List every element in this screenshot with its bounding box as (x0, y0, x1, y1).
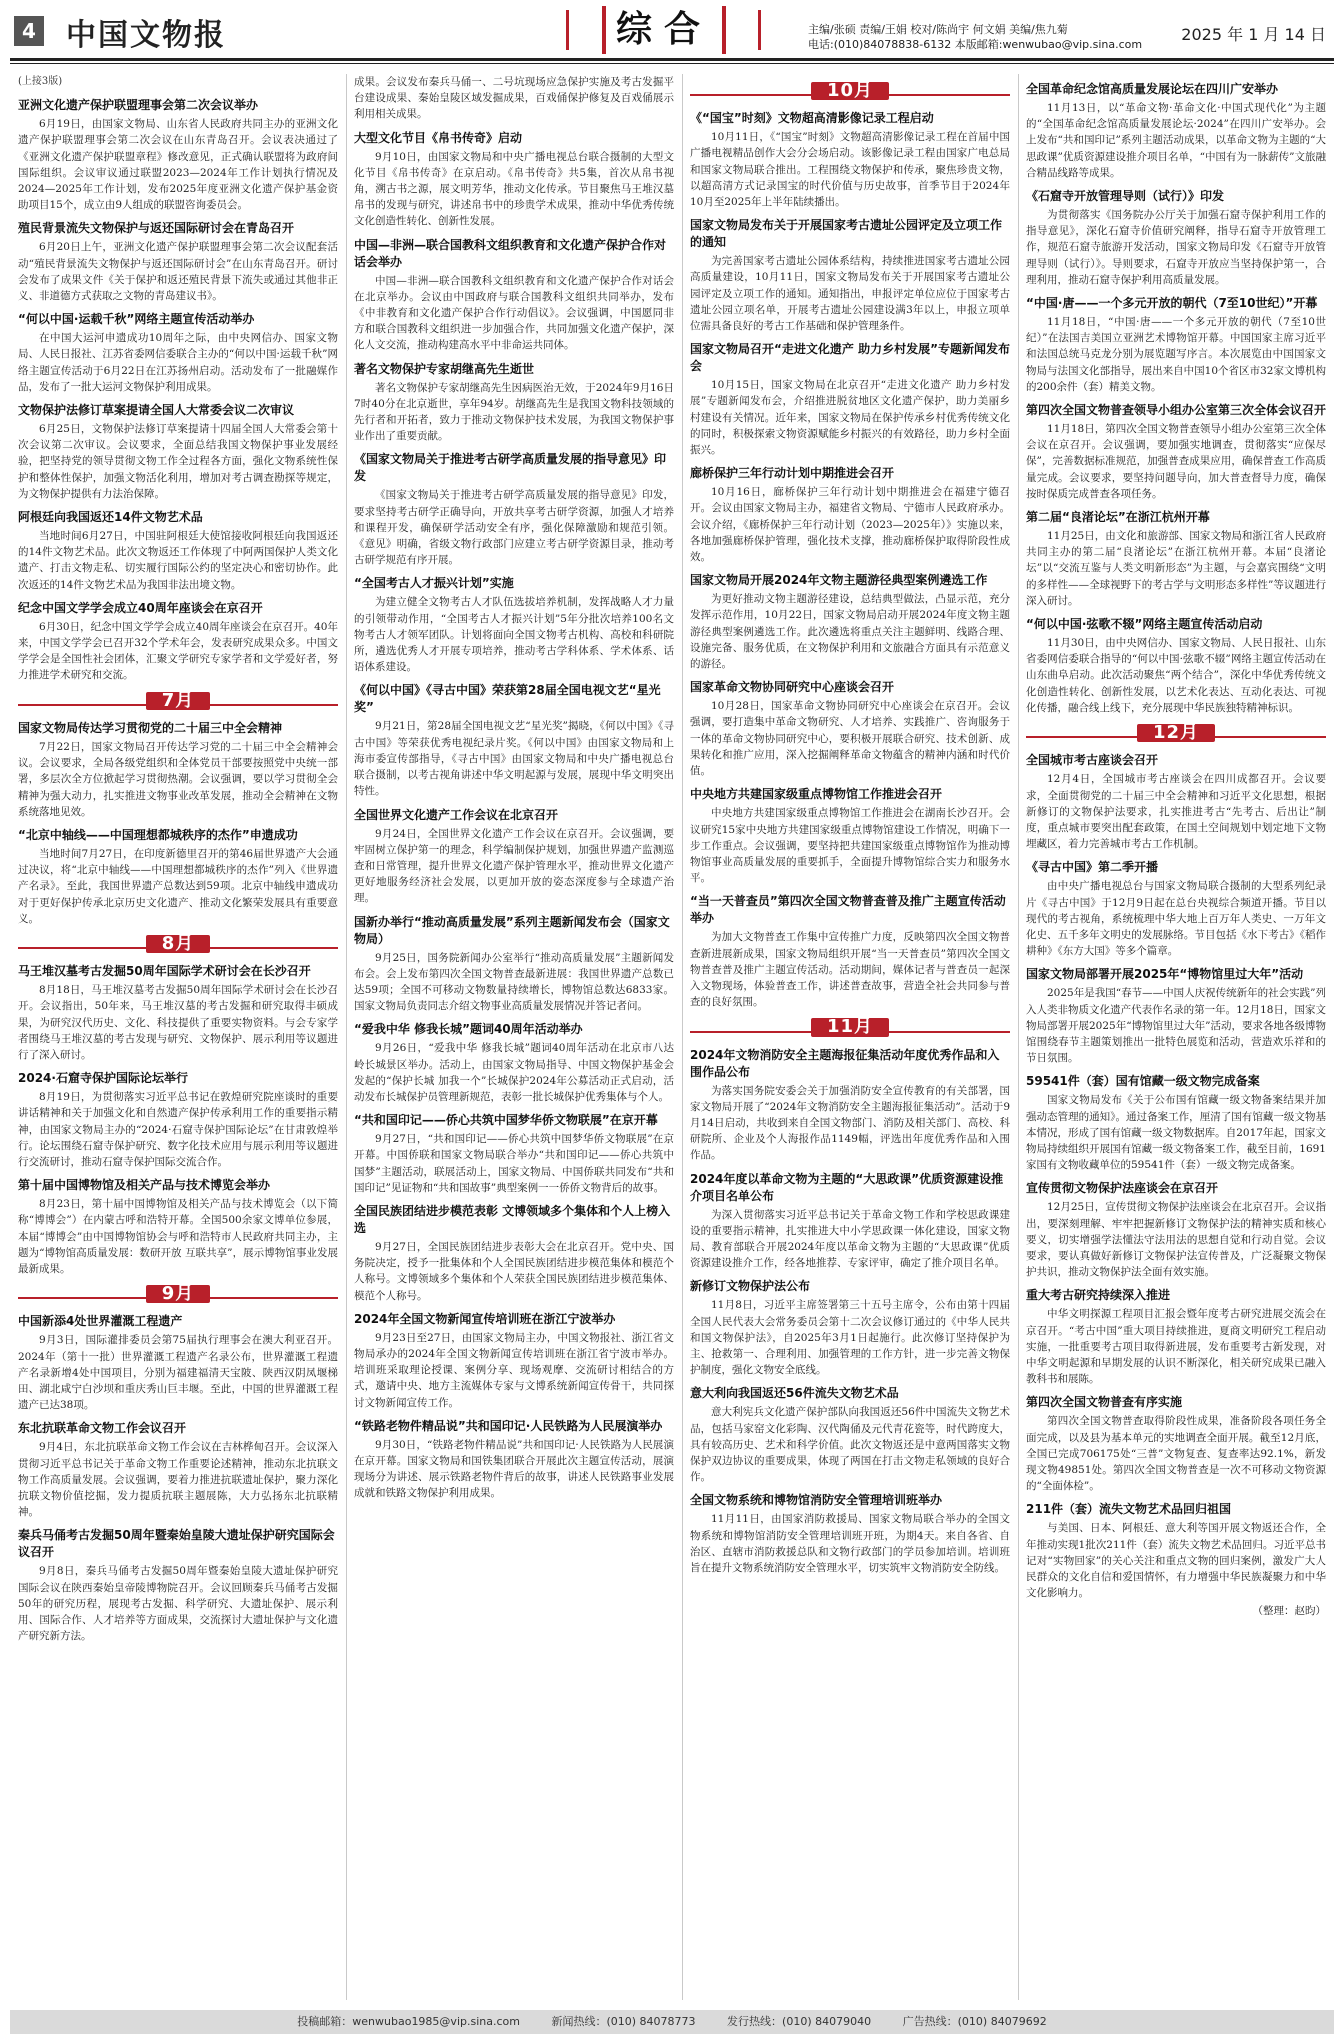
news-headline: 马王堆汉墓考古发掘50周年国际学术研讨会在长沙召开 (18, 964, 311, 979)
news-headline: “中国·唐——一个多元开放的朝代（7至10世纪）”开幕 (1026, 296, 1318, 311)
news-item (690, 1047, 1010, 1164)
news-headline: 亚洲文化遗产保护联盟理事会第二次会议举办 (18, 98, 259, 113)
news-headline: 全国文物系统和博物馆消防安全管理培训班举办 (690, 1493, 943, 1508)
news-body: 第四次全国文物普查取得阶段性成果，准备阶段各项任务全面完成，以及县为基本单元的实地调查全面开展。截至12月底，全国已完成706175处“三普”文物复查、复查率达92.1%，新发现文物49851处。第四次全国文物普查是一次不可移动文物资源的“全面体检”。 (1026, 1415, 1326, 1493)
news-headline: “何以中国·弦歌不辍”网络主题宣传活动启动 (1026, 617, 1263, 632)
news-body: 11月8日，习近平主席签署第三十五号主席令，公布由第十四届全国人民代表大会常务委员会第十二次会议修订通过的《中华人民共和国文物保护法》，自2025年3月1日起施行。此次修订坚持保护为主、抢救第一、合理利用、加强管理的工作方针，进一步完善文物保护制度，强化文物安全底线。 (690, 1299, 1010, 1377)
news-headline: “何以中国·运载千秋”网络主题宣传活动举办 (18, 312, 255, 327)
news-body: 当地时间7月27日，在印度新德里召开的第46届世界遗产大会通过决议，将“北京中轴线——中国理想都城秩序的杰作”列入《世界遗产名录》。至此，我国世界遗产总数达到59项。北京中轴线申遗成功对于更好保护传承北京历史文化遗产、推动文化繁荣发展具有重要意义。 (18, 847, 338, 925)
news-headline: 第四次全国文物普查有序实施 (1026, 1395, 1183, 1410)
news-item (690, 1492, 1010, 1576)
news-item (690, 341, 1010, 458)
news-body: 2025年是我国“春节——中国人庆祝传统新年的社会实践”列入人类非物质文化遗产代表作名录的第一年。12月18日，国家文物局部署开展2025年“博物馆里过大年”活动，要求各地各级博物馆围绕春节主题策划推出一批特色展览和活动，营造欢乐祥和的节日氛围。 (1026, 987, 1326, 1065)
news-item (354, 237, 674, 354)
news-item (1026, 616, 1326, 716)
news-item (18, 827, 338, 927)
month-banner: 10月 (811, 82, 889, 100)
news-headline: 全国革命纪念馆高质量发展论坛在四川广安举办 (1026, 82, 1279, 96)
title-divider (566, 10, 569, 50)
news-body: 为深入贯彻落实习近平总书记关于革命文物工作和学校思政课建设的重要指示精神，扎实推进大中小学思政课一体化建设，国家文物局、教育部联合开展2024年度以革命文物为主题的“大思政课”优质资源建设推介工作，经各地推荐、专家评审，确定了推介项目名单。 (690, 1208, 1010, 1270)
news-headline: 59541件（套）国有馆藏一级文物完成备案 (1026, 1074, 1260, 1089)
news-item (354, 1021, 674, 1105)
column-divider (682, 74, 683, 2000)
news-body: 10月11日，《“国宝”时刻》文物超高清影像记录工程在首届中国广播电视精品创作大会分会场启动。该影像记录工程由国家广电总局和国家文物局联合推出。工程围绕文物保护和传承，聚焦珍贵文物，以超高清方式记录国宝的时代价值与历史故事，首季节目于2024年10月至2025年上半年陆续播出。 (690, 131, 1010, 209)
news-headline: 《何以中国》《寻古中国》荣获第28届全国电视文艺“星光奖” (354, 683, 661, 715)
news-headline: 全国世界文化遗产工作会议在北京召开 (354, 807, 559, 822)
news-body: 中华文明探源工程项目汇报会暨年度考古研究进展交流会在京召开。“考古中国”重大项目持续推进，夏商文明研究工程启动实施，一批重要考古项目取得新进展，发布重要考古新发现，对中华文明起源和早期发展的认识不断深化，相关研究成果已融入教科书和展陈。 (1026, 1308, 1326, 1386)
editor-credits (808, 22, 1142, 52)
footer-distribution-hotline: 发行热线：(010) 84079040 (727, 2015, 872, 2028)
news-item (690, 1385, 1010, 1485)
news-item (1026, 402, 1326, 502)
news-headline: 全国城市考古座谈会召开 (1026, 753, 1159, 768)
news-body: 9月10日，由国家文物局和中央广播电视总台联合摄制的大型文化节目《帛书传奇》在京启动。《帛书传奇》共5集，首次从帛书视角，溯古书之源，展文明芳华，推动文化传承。节目聚焦马王堆汉墓帛书的发现与研究，讲述帛书中的珍贵学术成果，推动中华优秀传统文化创造性转化、创新性发展。 (354, 150, 674, 228)
issue-date: 2025 年 1 月 14 日 (1181, 25, 1326, 44)
news-item (354, 807, 674, 907)
news-item (690, 1278, 1010, 1378)
news-headline: “全国考古人才振兴计划”实施 (354, 576, 514, 591)
continued-note: (上接3版) (18, 76, 63, 87)
news-body: 9月21日，第28届全国电视文艺“星光奖”揭晓，《何以中国》《寻古中国》等荣获优秀电视纪录片奖。《何以中国》由国家文物局和上海市委宣传部指导，《寻古中国》由国家文物局和中央广播电视总台联合摄制，以考古视角讲述中华文明起源与发展，展现中华文明突出特性。 (354, 720, 674, 798)
news-body: 6月25日，文物保护法修订草案提请十四届全国人大常委会第十次会议第二次审议。会议要求，全面总结我国文物保护事业发展经验，把坚持党的领导贯彻文物工作全过程各方面，强化文物系统性保护和整体性保护，加强文物活化利用，增加对考古调查勘探等规定，为文物保护提供有力法治保障。 (18, 423, 338, 500)
news-headline: 国家文物局部署开展2025年“博物馆里过大年”活动 (1026, 967, 1304, 982)
news-body: 为更好推动文物主题游径建设，总结典型做法，凸显示范，充分发挥示范作用，10月22日，国家文物局启动开展2024年度文物主题游径典型案例遴选工作。此次遴选将重点关注主题鲜明、线路合理、设施完备、服务优质，在文物保护利用和文旅融合方面具有示范意义的游径。 (690, 593, 1010, 671)
news-body: 为建立健全文物考古人才队伍选拔培养机制，发挥战略人才力量的引领带动作用，“全国考古人才振兴计划”5年分批次培养100名文物考古人才领军团队。计划将面向全国文物考古机构、高校和科研院所，遴选优秀人才开展专项培养，推动考古学科体系、学术体系、话语体系建设。 (354, 596, 674, 674)
news-body: 9月24日，全国世界文化遗产工作会议在京召开。会议强调，要牢固树立保护第一的理念，科学编制保护规划，加强世界遗产监测巡查和日常管理，提升世界文化遗产保护管理水平，推动世界文化遗产更好地服务经济社会发展，以更加开放的姿态深度参与全球遗产治理。 (354, 827, 674, 905)
news-body: 9月4日，东北抗联革命文物工作会议在吉林桦甸召开。会议深入贯彻习近平总书记关于革命文物工作重要论述精神，推动东北抗联文物工作高质量发展。会议强调，要着力推进抗联遗址保护，聚力深化抗联文物价值挖掘，发力提质抗联主题展陈，大力弘扬东北抗联精神。 (18, 1441, 338, 1519)
news-item (354, 682, 674, 799)
news-body: 9月3日，国际灌排委员会第75届执行理事会在澳大利亚召开。2024年（第十一批）世界灌溉工程遗产名录公布，世界灌溉工程遗产名录新增4处中国项目，分别为福建福清天宝陂、陕西汉阴凤堰梯田、湖北咸宁白沙坝和重庆秀山巨丰堰。至此，中国的世界灌溉工程遗产已达38项。 (18, 1334, 338, 1412)
news-item (690, 893, 1010, 1010)
news-body: 12月25日，宣传贯彻文物保护法座谈会在北京召开。会议指出，要深刻理解、牢牢把握新修订文物保护法的精神实质和核心要义，切实增强学法懂法守法用法的思想自觉和行动自觉。会议要求，要认真做好新修订文物保护法宣传普及，广泛凝聚文物保护共识，推动文物保护法全面有效实施。 (1026, 1201, 1326, 1279)
news-headline: 第四次全国文物普查领导小组办公室第三次全体会议召开 (1026, 403, 1326, 418)
news-item (354, 575, 674, 675)
news-headline: 文物保护法修订草案提请全国人大常委会议二次审议 (18, 403, 295, 418)
month-divider (1026, 724, 1326, 743)
news-headline: 著名文物保护专家胡继高先生逝世 (354, 361, 535, 376)
news-headline: 国家文物局传达学习贯彻党的二十届三中全会精神 (18, 720, 283, 735)
news-item (690, 217, 1010, 334)
news-item (18, 1420, 338, 1520)
news-item (18, 402, 338, 502)
compiler-signature: （整理：赵昀） (1252, 1605, 1326, 1618)
news-item (1026, 509, 1326, 609)
news-headline: 第二届“良渚论坛”在浙江杭州开幕 (1026, 510, 1210, 525)
news-headline: 重大考古研究持续深入推进 (1026, 1288, 1171, 1303)
news-body: 由中央广播电视总台与国家文物局联合摄制的大型系列纪录片《寻古中国》于12月9日起在总台央视综合频道开播。节目以现代的考古视角，系统梳理中华大地上百万年人类史、一万年文化史、五千多年文明史的发展脉络。节目包括《水下考古》《稻作耕种》《东方大国》等多个篇章。 (1026, 880, 1326, 958)
news-headline: 2024·石窟寺保护国际论坛举行 (18, 1071, 188, 1086)
news-headline: 2024年度以革命文物为主题的“大思政课”优质资源建设推介项目名单公布 (690, 1171, 1004, 1203)
news-item (354, 130, 674, 230)
month-banner: 7月 (146, 692, 211, 710)
news-body: 9月25日，国务院新闻办公室举行“推动高质量发展”主题新闻发布会。会上发布第四次全国文物普查最新进展：我国世界遗产总数已达59项；全国不可移动文物数量持续增长，博物馆总数达6833家。国家文物局负责同志介绍文物事业高质量发展情况并答记者问。 (354, 951, 674, 1013)
news-headline: 国家文物局召开“走进文化遗产 助力乡村发展”专题新闻发布会 (690, 342, 1010, 374)
editor-names: 主编/张硕 责编/王娟 校对/陈尚宇 何文娟 美编/焦九菊 (808, 23, 1068, 36)
news-item (1026, 1501, 1326, 1601)
column-4 (1026, 74, 1326, 2000)
newspaper-logo: 中国文物报 (66, 18, 226, 53)
news-headline: 国家文物局开展2024年文物主题游径典型案例遴选工作 (690, 573, 988, 588)
section-title: 综合 (602, 6, 726, 54)
news-body: 国家文物局发布《关于公布国有馆藏一级文物备案结果并加强动态管理的通知》。通过备案工作，厘清了国有馆藏一级文物基本情况，形成了国有馆藏一级文物数据库。自2017年起，国家文物局持续组织开展国有馆藏一级文物备案工作，截至目前，1691家国有文物收藏单位的59541件（套）一级文物完成备案。 (1026, 1094, 1326, 1172)
news-body: 为贯彻落实《国务院办公厅关于加强石窟寺保护利用工作的指导意见》，深化石窟寺价值研究阐释，指导石窟寺开放管理工作，规范石窟寺旅游开发活动，国家文物局印发《石窟寺开放管理导则（试行）》。导则要求，石窟寺开放应当坚持保护第一，合理利用，推动石窟寺保护利用高质量发展。 (1026, 209, 1326, 286)
news-body: 11月13日，以“革命文物·革命文化·中国式现代化”为主题的“全国革命纪念馆高质量发展论坛·2024”在四川广安举办。会上发布“共和国印记”系列主题活动成果，以革命文物为主题的“大思政课”优质资源建设推介项目名单，“中国有为一脉薪传”文旅融合精品线路等成果。 (1026, 102, 1326, 179)
news-body: 6月19日，由国家文物局、山东省人民政府共同主办的亚洲文化遗产保护联盟理事会第二次会议在山东青岛召开。会议表决通过了《亚洲文化遗产保护联盟章程》修改意见，正式确认联盟将为政府间国际组织。会议审议通过联盟2023—2024年工作计划执行情况及2024—2025年工作计划，发布2025年度亚洲文化遗产保护基金资助项目15个，成立由9人组成的联盟咨询委员会。 (18, 118, 338, 212)
month-divider (18, 689, 338, 711)
news-headline: 大型文化节目《帛书传奇》启动 (354, 130, 523, 145)
news-headline: 新修订文物保护法公布 (690, 1279, 811, 1294)
month-banner: 8月 (146, 935, 211, 953)
column-divider (346, 74, 347, 2000)
masthead (0, 0, 1344, 66)
column-2 (354, 74, 674, 2000)
news-body: 9月8日，秦兵马俑考古发掘50周年暨秦始皇陵大遗址保护研究国际会议在陕西秦始皇帝陵博物院召开。会议回顾秦兵马俑考古发掘50年的研究历程，展现考古发掘、科学研究、大遗址保护、展示利用、国际合作、人才培养等方面成果，交流探讨大遗址保护与文化遗产研究新方法。 (18, 1565, 338, 1643)
news-body: 10月16日，廊桥保护三年行动计划中期推进会在福建宁德召开。会议由国家文物局主办，福建省文物局、宁德市人民政府承办。会议介绍，《廊桥保护三年行动计划（2023—2025年）》实施以来，各地加强廊桥保护管理，强化技术支撑，推动廊桥保护取得阶段性成效。 (690, 486, 1010, 564)
news-headline: 2024年全国文物新闻宣传培训班在浙江宁波举办 (354, 1311, 616, 1326)
news-body: 11月18日，第四次全国文物普查领导小组办公室第三次全体会议在京召开。会议强调，要加强实地调查，贯彻落实“应保尽保”，完善数据标准规范，加强普查成果应用，确保普查工作高质量完成。会议要求，要坚持问题导向，加大普查督导力度，确保按时保质完成普查各项任务。 (1026, 423, 1326, 500)
column-divider (1018, 74, 1019, 2000)
news-item (18, 963, 338, 1063)
news-body: 11月18日，“中国·唐——一个多元开放的朝代（7至10世纪）”在法国吉美国立亚洲艺术博物馆开幕。中国国家主席习近平和法国总统马克龙分别为展览题写序言。本次展览由中国国家文物局与法国文化部指导，展出来自中国10个省区市32家文博机构的200余件（套）精美文物。 (1026, 316, 1326, 393)
news-headline: 中国新添4处世界灌溉工程遗产 (18, 1314, 183, 1329)
news-body: 为完善国家考古遗址公园体系结构，持续推进国家考古遗址公园高质量建设，10月11日，国家文物局发布关于开展国家考古遗址公园评定及立项工作的通知。通知指出，申报评定单位应位于国家考古遗址公园立项名单，开展考古遗址公园建设满3年以上，申报立项单位需具备良好的考古工作基础和保护管理条件。 (690, 255, 1010, 333)
news-item (354, 1418, 674, 1502)
news-body: 7月22日，国家文物局召开传达学习党的二十届三中全会精神会议。会议要求，全局各级党组织和全体党员干部要按照党中央统一部署，多层次全方位掀起学习贯彻热潮。会议强调，要以学习贯彻全会精神为强大动力，扎实推进文物事业改革发展，推动全会精神在文物系统落地见效。 (18, 740, 338, 818)
news-body: 11月11日，由国家消防救援局、国家文物局联合举办的全国文物系统和博物馆消防安全管理培训班开班，为期4天。来自各省、自治区、直辖市消防救援总队和文物行政部门的学员参加培训。培训班旨在提升文物系统消防安全管理水平，切实筑牢文物消防安全防线。 (690, 1513, 1010, 1574)
news-headline: 阿根廷向我国返还14件文物艺术品 (18, 510, 203, 525)
news-headline: 2024年文物消防安全主题海报征集活动年度优秀作品和入围作品公布 (690, 1047, 1000, 1079)
news-item (1026, 1073, 1326, 1173)
news-body: 为落实国务院安委会关于加强消防安全宣传教育的有关部署，国家文物局开展了“2024年文物消防安全主题海报征集活动”。活动于9月14日启动，共收到来自全国文物部门、消防及相关部门、高校、科研院所、企业及个人海报作品1149幅，评选出年度优秀作品和入围作品。 (690, 1084, 1010, 1162)
news-body: 9月30日，“铁路老物件精品说”共和国印记·人民铁路为人民展演在京开幕。国家文物局和国铁集团联合开展此次主题宣传活动，展演现场分为讲述、展示铁路老物件背后的故事，讲述人民铁路事业发展成就和铁路文物保护利用成果。 (354, 1438, 674, 1500)
news-body: 6月20日上午，亚洲文化遗产保护联盟理事会第二次会议配套活动“殖民背景流失文物保护与返还国际研讨会”在山东青岛召开。研讨会发布了成果文件《关于保护和返还殖民背景下流失或通过其他非正义、非道德方式获取之文物的青岛建议书》。 (18, 241, 338, 303)
news-item (690, 1171, 1010, 1272)
news-body: 8月18日，马王堆汉墓考古发掘50周年国际学术研讨会在长沙召开。会议指出，50年来，马王堆汉墓的考古发掘和研究取得丰硕成果，为研究汉代历史、文化、科技提供了重要实物资料。与会专家学者围绕马王堆汉墓的考古发现与研究、文物保护、展示利用等议题进行了深入研讨。 (18, 984, 338, 1061)
news-headline: 《石窟寺开放管理导则（试行）》印发 (1026, 189, 1225, 204)
news-item (1026, 188, 1326, 288)
news-body: 中央地方共建国家级重点博物馆工作推进会在湖南长沙召开。会议研究15家中央地方共建国家级重点博物馆建设工作情况，明确下一步工作重点。会议强调，要坚持把共建国家级重点博物馆作为推动博物馆事业高质量发展的重要抓手，全面提升博物馆综合实力和服务水平。 (690, 807, 1010, 885)
column-3 (690, 74, 1010, 2000)
news-body: 9月27日，“共和国印记——侨心共筑中国梦华侨文物联展”在京开幕。中国侨联和国家文物局联合举办“共和国印记——侨心共筑中国梦”主题活动，联展活动上，国家文物局、中国侨联共同发布“共和国印记”见证物和“共和国故事”典型案例一一侨侨文物背后的故事。 (354, 1133, 674, 1194)
month-divider (690, 1018, 1010, 1037)
news-body: 9月23日至27日，由国家文物局主办，中国文物报社、浙江省文物局承办的2024年全国文物新闻宣传培训班在浙江省宁波市举办。培训班采取理论授课、案例分享、现场观摩、交流研讨相结合的方式，邀请中央、地方主流媒体专家与文博系统新闻宣传骨干，共同探讨文物新闻宣传工作。 (354, 1331, 674, 1409)
page-number: 4 (14, 16, 44, 46)
news-headline: 全国民族团结进步模范表彰 文博领域多个集体和个人上榜入选 (354, 1203, 671, 1235)
news-item (690, 572, 1010, 672)
news-body: 8月19日，为贯彻落实习近平总书记在敦煌研究院座谈时的重要讲话精神和关于加强文化和自然遗产保护传承利用工作的重要指示精神，由国家文物局主办的“2024·石窟寺保护国际论坛”在甘肃敦煌举行。论坛围绕石窟寺保护研究、数字化技术应用与展示利用等议题进行交流研讨，推动石窟寺保护国际交流合作。 (18, 1091, 338, 1168)
column-1 (18, 74, 338, 2000)
month-divider (18, 932, 338, 954)
news-item (1026, 295, 1326, 395)
news-headline: “北京中轴线——中国理想都城秩序的杰作”申遗成功 (18, 827, 298, 842)
news-item (690, 679, 1010, 779)
news-headline: 第十届中国博物馆及相关产品与技术博览会举办 (18, 1178, 271, 1193)
news-body: 当地时间6月27日，中国驻阿根廷大使馆接收阿根廷向我国返还的14件文物艺术品。此次文物返还工作体现了中阿两国保护人类文化遗产、打击文物走私、切实履行国际公约的坚定决心和密切协作。此次返还的14件文物艺术品为我国非法出境文物。 (18, 530, 338, 591)
news-headline: 国家革命文物协同研究中心座谈会召开 (690, 680, 895, 695)
news-body: 意大利宪兵文化遗产保护部队向我国返还56件中国流失文物艺术品，包括马家窑文化彩陶、汉代陶俑及元代青花瓷等，时代跨度大，具有较高历史、艺术和科学价值。此次文物返还是中意两国落实文物保护双边协议的重要成果，体现了两国在打击文物走私领域的良好合作。 (690, 1406, 1010, 1484)
news-item (1026, 81, 1326, 181)
editor-contact: 电话:(010)84078838-6132 本版邮箱:wenwubao@vip.sina.com (808, 38, 1143, 51)
news-body: 9月27日，全国民族团结进步表彰大会在北京召开。党中央、国务院决定，授予一批集体和个人全国民族团结进步模范集体和模范个人称号。文博领域多个集体和个人荣获全国民族团结进步模范集体、模范个人称号。 (354, 1240, 674, 1302)
news-body: 与美国、日本、阿根廷、意大利等国开展文物返还合作，全年推动实现1批次211件（套）流失文物艺术品回归。习近平总书记对“实物回家”的关心关注和重点文物的回归案例，激发广大人民群众的文化自信和爱国情怀，有力增强中华民族凝聚力和中华文化影响力。 (1026, 1522, 1326, 1600)
news-headline: 211件（套）流失文物艺术品回归祖国 (1026, 1502, 1232, 1517)
news-headline: “共和国印记——侨心共筑中国梦华侨文物联展”在京开幕 (354, 1113, 658, 1128)
news-headline: 《国家文物局关于推进考古研学高质量发展的指导意见》印发 (354, 452, 667, 484)
news-body: 9月26日，“爱我中华 修我长城”题词40周年活动在北京市八达岭长城景区举办。活动上，由国家文物局指导、中国文物保护基金会发起的“保护长城 加我一个”长城保护2024年公募活动正式启动，活动发布长城保护员管理新规范，表彰一批长城保护优秀集体与个人。 (354, 1042, 674, 1103)
news-headline: “当一天普查员”第四次全国文物普查普及推广主题宣传活动举办 (690, 894, 1006, 926)
footer-bar (10, 2010, 1334, 2034)
masthead-rule (10, 58, 1334, 61)
news-headline: 《“国宝”时刻》文物超高清影像记录工程启动 (690, 111, 934, 126)
news-item (354, 1112, 674, 1196)
news-headline: 中央地方共建国家级重点博物馆工作推进会召开 (690, 787, 943, 802)
news-body: 《国家文物局关于推进考古研学高质量发展的指导意见》印发，要求坚持考古研学正确导向，开放共享考古研学资源，加强人才培养和课程开发，确保研学活动安全有序，强化保障激励和规范引领。《意见》明确，省级文物行政部门应建立考古研学资源目录，推动考古研学规范有序开展。 (354, 489, 674, 567)
masthead-rule (10, 63, 1334, 64)
news-item (354, 361, 674, 445)
news-item (354, 1203, 674, 1304)
news-item (354, 74, 674, 123)
news-item (354, 914, 674, 1015)
footer-email: 投稿邮箱：wenwubao1985@vip.sina.com (297, 2015, 520, 2028)
news-headline: “爱我中华 修我长城”题词40周年活动举办 (354, 1022, 583, 1037)
news-item (354, 451, 674, 568)
news-item (18, 220, 338, 304)
news-item (18, 720, 338, 820)
footer-ad-hotline: 广告热线：(010) 84079692 (902, 2015, 1047, 2028)
title-divider (758, 10, 761, 50)
news-headline: 中国—非洲—联合国教科文组织教育和文化遗产保护合作对话会举办 (354, 237, 667, 269)
news-headline: 东北抗联革命文物工作会议召开 (18, 1421, 187, 1436)
news-body: 成果。会议发布秦兵马俑一、二号坑现场应急保护实施及考古发掘平台建设成果、秦始皇陵区域发掘成果，百戏俑保护修复及百戏俑展示利用相关成果。 (354, 76, 674, 121)
news-body: 著名文物保护专家胡继高先生因病医治无效，于2024年9月16日7时40分在北京逝世，享年94岁。胡继高先生是我国文物科技领域的先行者和开拓者，致力于推动文物保护技术发展，为我国文物保护事业作出了重要贡献。 (354, 381, 674, 443)
news-item (690, 110, 1010, 210)
news-item (1026, 1180, 1326, 1280)
news-body: 为加大文物普查工作集中宣传推广力度，反映第四次全国文物普查新进展新成果，国家文物局组织开展“当一天普查员”第四次全国文物普查普及推广主题宣传活动。活动期间，媒体记者与普查员一起深入文物现场，体验普查工作，讲述普查故事，营造全社会共同参与普查的良好氛围。 (690, 931, 1010, 1009)
news-body: 10月15日，国家文物局在北京召开“走进文化遗产 助力乡村发展”专题新闻发布会，介绍推进脱贫地区文化遗产保护，助力美丽乡村建设有关情况。近年来，国家文物局在保护传承乡村优秀传统文化的同时，积极探索文物资源赋能乡村振兴的有效路径，助力乡村全面振兴。 (690, 379, 1010, 457)
news-headline: 纪念中国文学学会成立40周年座谈会在京召开 (18, 600, 263, 615)
news-item (18, 509, 338, 593)
news-item (18, 1527, 338, 1644)
month-banner: 9月 (146, 1285, 211, 1303)
news-headline: 殖民背景流失文物保护与返还国际研讨会在青岛召开 (18, 221, 295, 236)
news-body: 11月25日，由文化和旅游部、国家文物局和浙江省人民政府共同主办的第二届“良渚论坛”在浙江杭州开幕。本届“良渚论坛”以“交流互鉴与人类文明新形态”为主题，与会嘉宾围绕“文明的多样性——全球视野下的考古学与文明形态多样性”等议题进行深入研讨。 (1026, 530, 1326, 607)
news-item (1026, 1287, 1326, 1387)
month-banner: 12月 (1137, 724, 1215, 742)
news-body: 8月23日，第十届中国博物馆及相关产品与技术博览会（以下简称“博博会”）在内蒙古呼和浩特开幕。全国500余家文博单位参展，本届“博博会”由中国博物馆协会与呼和浩特市人民政府共同主办，主题为“博物馆高质量发展：数研开放 互联共享”，展示博物馆事业发展最新成果。 (18, 1198, 338, 1275)
month-divider (18, 1285, 338, 1304)
news-headline: 秦兵马俑考古发掘50周年暨秦始皇陵大遗址保护研究国际会议召开 (18, 1528, 335, 1560)
news-item (18, 311, 338, 395)
news-item (690, 465, 1010, 565)
news-body: 6月30日，纪念中国文学学会成立40周年座谈会在京召开。40年来，中国文学学会已召开32个学术年会，发表研究成果众多。中国文学学会是全国性社会团体，汇聚文学研究专家学者和文学爱好者，努力推进学术研究和交流。 (18, 620, 338, 682)
news-item (18, 600, 338, 684)
news-headline: 意大利向我国返还56件流失文物艺术品 (690, 1386, 899, 1401)
news-item (18, 97, 338, 213)
month-banner: 11月 (811, 1018, 889, 1036)
news-headline: 廊桥保护三年行动计划中期推进会召开 (690, 466, 895, 481)
news-headline: 国新办举行“推动高质量发展”系列主题新闻发布会（国家文物局） (354, 914, 670, 946)
news-item (18, 1313, 338, 1413)
news-item (18, 1177, 338, 1277)
news-headline: “铁路老物件精品说”共和国印记·人民铁路为人民展演举办 (354, 1418, 663, 1433)
news-headline: 宣传贯彻文物保护法座谈会在京召开 (1026, 1181, 1219, 1196)
news-item (1026, 1394, 1326, 1494)
month-divider (690, 82, 1010, 101)
news-body: 中国—非洲—联合国教科文组织教育和文化遗产保护合作对话会在北京举办。会议由中国政府与联合国教科文组织共同举办，发布《中非教育和文化遗产保护合作行动倡议》。会议强调，中国愿同非方和联合国教科文组织进一步加强合作，共同加强文化遗产保护，深化人文交流，推动构建高水平中非命运共同体。 (354, 274, 674, 352)
news-item (1026, 966, 1326, 1066)
news-body: 12月4日，全国城市考古座谈会在四川成都召开。会议要求，全面贯彻党的二十届三中全会精神和习近平文化思想，根据新修订的文物保护法要求，扎实推进考古“先考古、后出让”制度，重点城市要突出配套政策，在国土空间规划中划定地下文物埋藏区，着力完善城市考古工作机制。 (1026, 773, 1326, 851)
news-item (1026, 752, 1326, 852)
news-item (1026, 859, 1326, 959)
news-headline: 国家文物局发布关于开展国家考古遗址公园评定及立项工作的通知 (690, 218, 1003, 250)
news-item (690, 786, 1010, 886)
news-item (18, 1070, 338, 1170)
news-headline: 《寻古中国》第二季开播 (1026, 860, 1159, 875)
news-body: 10月28日，国家革命文物协同研究中心座谈会在京召开。会议强调，要打造集中革命文物研究、人才培养、实践推广、咨询服务于一体的革命文物协同研究中心，要积极开展联合研究、技术创新、成果转化和推广应用，深入挖掘阐释革命文物蕴含的精神内涵和时代价值。 (690, 700, 1010, 778)
news-body: 11月30日，由中央网信办、国家文物局、人民日报社、山东省委网信委联合指导的“何以中国·弦歌不辍”网络主题宣传活动在山东曲阜启动。此次活动聚焦“两个结合”，深化中华优秀传统文化创造性转化、创新性发展，以艺术化表达、互动化表达、可视化传播，融合线上线下，充分展现中华民族独特精神标识。 (1026, 637, 1326, 714)
news-item (354, 1311, 674, 1411)
news-body: 在中国大运河申遗成功10周年之际，由中央网信办、国家文物局、人民日报社、江苏省委网信委联合主办的“何以中国·运载千秋”网络主题宣传活动于6月22日在江苏扬州启动。活动发布了一批融媒作品，发布了一批大运河文物保护利用成果。 (18, 332, 338, 393)
footer-news-hotline: 新闻热线：(010) 84078773 (551, 2015, 696, 2028)
